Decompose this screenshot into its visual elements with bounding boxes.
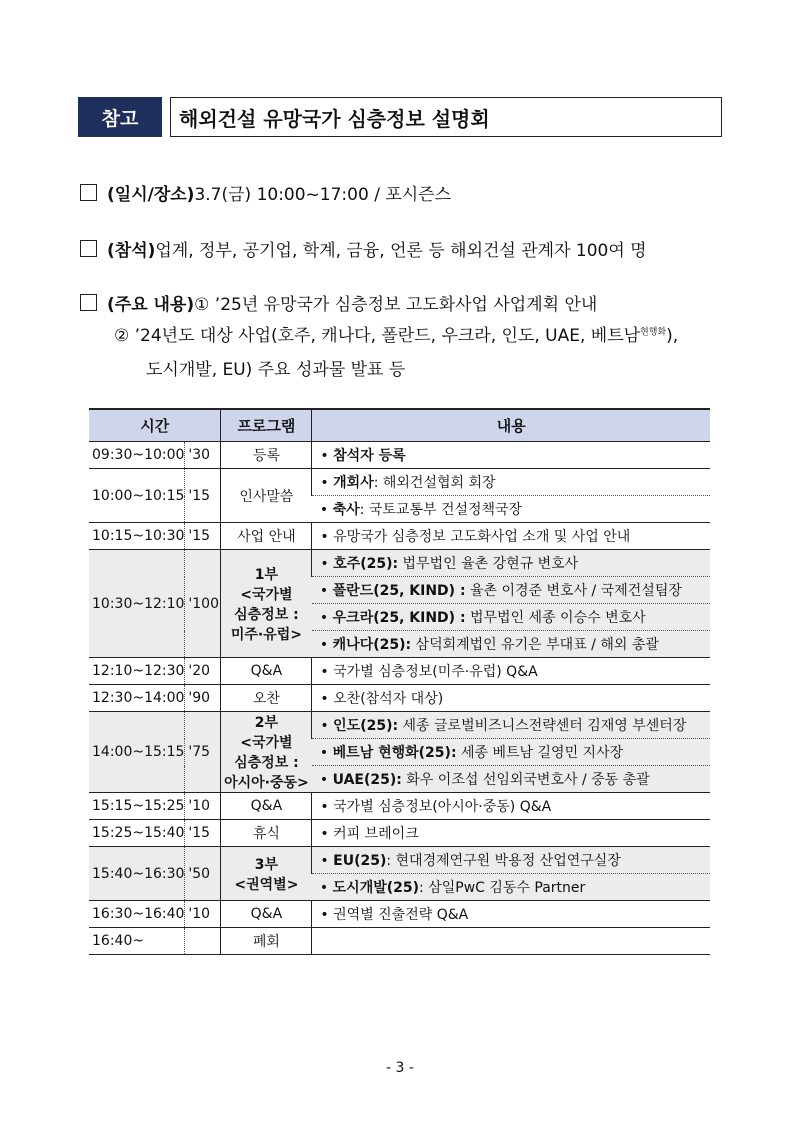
time-cell: 12:30~14:00 [89, 685, 185, 712]
program-cell: 오찬 [221, 685, 312, 712]
item-text: 유망국가 심층정보 고도화사업 소개 및 사업 안내 [333, 529, 631, 545]
time-cell: 16:40~ [89, 928, 185, 955]
program-cell: 등록 [221, 442, 312, 469]
table-row [89, 901, 710, 928]
time-cell: 15:25~15:40 [89, 820, 185, 847]
checkbox-icon [80, 294, 97, 311]
program-cell: 폐회 [221, 928, 312, 955]
item-text: 율촌 이경준 변호사 / 국제건설팀장 [465, 583, 682, 599]
table-row [89, 550, 710, 577]
bullet-icon: • [320, 664, 334, 680]
duration-cell: '10 [185, 793, 221, 820]
item-text: 국가별 심층정보(미주·유럽) Q&A [333, 664, 538, 680]
duration-cell: '100 [185, 550, 221, 658]
bullet-icon: • [320, 556, 334, 572]
item-text: 화우 이조섭 선임외국변호사 / 중동 총괄 [401, 772, 650, 788]
bullet-icon: • [319, 772, 333, 788]
item-text: : 국토교통부 건설정책국장 [359, 502, 523, 518]
bullet-icon: • [320, 529, 334, 545]
content-cell [312, 523, 710, 550]
duration-cell: '15 [185, 820, 221, 847]
bullet-icon: • [320, 826, 334, 842]
content-cell [312, 766, 710, 793]
duration-cell: '15 [185, 469, 221, 523]
content-cell [312, 739, 710, 766]
item-label: 도시개발(25) [332, 880, 420, 896]
duration-cell: '30 [185, 442, 221, 469]
schedule-table [89, 408, 710, 955]
time-cell: 10:15~10:30 [89, 523, 185, 550]
item-text: : 해외건설협회 회장 [373, 475, 496, 491]
content-cell [312, 658, 710, 685]
program-cell: 사업 안내 [221, 523, 312, 550]
content-cell [312, 901, 710, 928]
info-attendees: (참석) 업계, 정부, 공기업, 학계, 금융, 언론 등 해외건설 관계자 100여 명 [80, 236, 647, 261]
header-time: 시간 [89, 409, 221, 442]
program-cell: 인사말씀 [221, 469, 312, 523]
duration-cell: '75 [185, 712, 221, 793]
bullet-icon: • [320, 691, 334, 707]
info-datetime: (일시/장소) 3.7(금) 10:00~17:00 / 포시즌스 [80, 180, 451, 205]
content-cell [312, 631, 710, 658]
bullet-icon: • [320, 907, 334, 923]
duration-cell: '90 [185, 685, 221, 712]
checkbox-icon [80, 240, 97, 257]
program-cell: 2부 <국가별 심층정보 : 아시아·중동> [221, 712, 312, 793]
reference-tag: 참고 [78, 97, 162, 137]
bullet-icon: • [319, 745, 333, 761]
bullet-icon: • [319, 583, 333, 599]
table-row [89, 712, 710, 739]
page-number: - 3 - [386, 1060, 414, 1076]
content-cell [312, 874, 710, 901]
time-cell: 10:00~10:15 [89, 469, 185, 523]
bullet-icon: • [320, 718, 334, 734]
page-title: 해외건설 유망국가 심층정보 설명회 [170, 97, 722, 137]
content-cell [312, 469, 710, 496]
item-text: 국가별 심층정보(아시아·중동) Q&A [333, 799, 552, 815]
content-cell [312, 685, 710, 712]
item-text: : 현대경제연구원 박용정 산업연구실장 [386, 853, 621, 869]
item-label: 축사 [332, 502, 360, 518]
bullet-icon: • [320, 475, 334, 491]
item-label: EU(25) [333, 853, 387, 869]
bullet-icon: • [319, 502, 333, 518]
item-text: : 삼일PwC 김동수 Partner [419, 880, 586, 896]
program-cell: Q&A [221, 793, 312, 820]
program-cell: Q&A [221, 901, 312, 928]
table-row [89, 469, 710, 496]
header-content: 내용 [312, 409, 710, 442]
item-text: 세종 글로벌비즈니스전략센터 김재영 부센터장 [398, 718, 687, 734]
content-cell [312, 550, 710, 577]
content-cell [312, 442, 710, 469]
content-cell [312, 847, 710, 874]
time-cell: 09:30~10:00 [89, 442, 185, 469]
duration-cell: '15 [185, 523, 221, 550]
program-cell: Q&A [221, 658, 312, 685]
program-cell: 3부 <권역별> [221, 847, 312, 901]
time-cell: 12:10~12:30 [89, 658, 185, 685]
bullet-icon: • [320, 799, 334, 815]
table-row [89, 820, 710, 847]
bullet-icon: • [320, 853, 334, 869]
program-cell: 1부 <국가별 심층정보 : 미주·유럽> [221, 550, 312, 658]
content-cell [312, 793, 710, 820]
header-program: 프로그램 [221, 409, 312, 442]
contents-line-3: 도시개발, EU) 주요 성과물 발표 등 [146, 360, 406, 380]
content-cell [312, 928, 710, 955]
table-row [89, 442, 710, 469]
item-label: 베트남 현행화(25): [332, 745, 457, 761]
table-row [89, 847, 710, 874]
content-cell [312, 577, 710, 604]
content-cell [312, 820, 710, 847]
item-label: 폴란드(25, KIND) : [332, 583, 466, 599]
time-cell: 14:00~15:15 [89, 712, 185, 793]
table-row [89, 523, 710, 550]
table-row [89, 793, 710, 820]
bullet-icon: • [319, 880, 333, 896]
item-label: 캐나다(25): [332, 637, 412, 653]
bullet-icon: • [319, 637, 333, 653]
duration-cell [185, 928, 221, 955]
bullet-icon: • [319, 610, 333, 626]
duration-cell: '10 [185, 901, 221, 928]
content-cell [312, 712, 710, 739]
item-label: UAE(25): [332, 772, 402, 788]
item-label: 참석자 등록 [333, 448, 406, 464]
time-cell: 10:30~12:10 [89, 550, 185, 658]
duration-cell: '50 [185, 847, 221, 901]
item-label: 우크라(25, KIND) : [332, 610, 466, 626]
item-label: 인도(25): [333, 718, 399, 734]
item-text: 권역별 진출전략 Q&A [333, 907, 469, 923]
table-row [89, 658, 710, 685]
title-box [78, 97, 722, 137]
item-text: 법무법인 세종 이승수 변호사 [465, 610, 646, 626]
time-cell: 16:30~16:40 [89, 901, 185, 928]
table-row [89, 685, 710, 712]
bullet-icon: • [320, 448, 334, 464]
time-cell: 15:40~16:30 [89, 847, 185, 901]
item-text: 삼덕회계법인 유기은 부대표 / 해외 총괄 [411, 637, 659, 653]
content-cell [312, 496, 710, 523]
checkbox-icon [80, 184, 97, 201]
item-label: 호주(25): [333, 556, 399, 572]
info-contents: (주요 내용) ① ’25년 유망국가 심층정보 고도화사업 사업계획 안내 [80, 290, 597, 315]
table-row [89, 928, 710, 955]
item-text: 오찬(참석자 대상) [333, 691, 444, 707]
item-text: 법무법인 율촌 강현규 변호사 [398, 556, 579, 572]
item-label: 개회사 [333, 475, 374, 491]
time-cell: 15:15~15:25 [89, 793, 185, 820]
item-text: 커피 브레이크 [333, 826, 419, 842]
program-cell: 휴식 [221, 820, 312, 847]
duration-cell: '20 [185, 658, 221, 685]
content-cell [312, 604, 710, 631]
contents-line-2: ② ’24년도 대상 사업(호주, 캐나다, 폴란드, 우크라, 인도, UAE, 베트남$^{현행화}$), [114, 326, 679, 346]
item-text: 세종 베트남 길영민 지사장 [456, 745, 624, 761]
